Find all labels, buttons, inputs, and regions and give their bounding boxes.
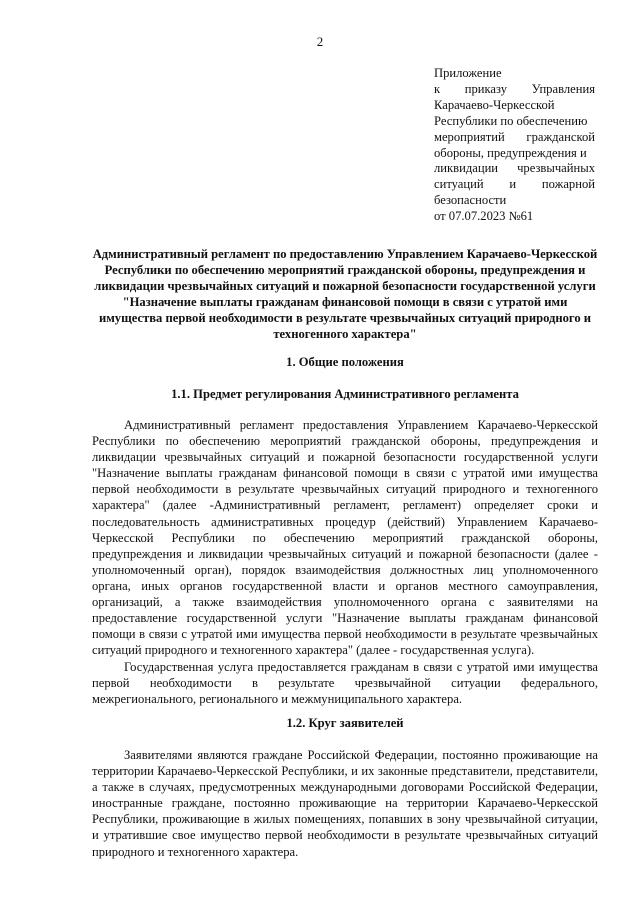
- appendix-line: Приложение: [434, 66, 502, 80]
- appendix-line: ликвидации чрезвычайных: [434, 161, 595, 176]
- appendix-line: Республики по обеспечению: [434, 113, 588, 128]
- appendix-line: к приказу Управления: [434, 81, 595, 96]
- appendix-line: от 07.07.2023 №61: [434, 209, 534, 224]
- appendix-line: обороны, предупреждения и: [434, 145, 587, 160]
- page-number: 2: [316, 34, 324, 49]
- section-heading-subject: 1.1. Предмет регулирования Административного регламента: [171, 387, 519, 401]
- paragraph: Государственная услуга предоставляется гражданам в связи с утратой ими имущества первой необходимости в результате чрезвычайной ситуации федерального, межрегионального, регионального и межмуниципального характера.: [92, 660, 598, 707]
- appendix-line: мероприятий гражданской: [434, 129, 595, 144]
- appendix-line: ситуаций и пожарной: [434, 177, 595, 192]
- paragraph: Административный регламент предоставления Управлением Карачаево-Черкесской Республики по обеспечению мероприятий гражданской обороны, предупреждения и ликвидации чрезвычайных ситуаций и пожарной безопасности государственной услуги "Назначение выплаты гражданам финансовой помощи в связи с утратой ими имущества первой необходимости в результате чрезвычайных ситуаций природного и техногенного характера" (далее -Административный регламент, регламент) определяет сроки и последовательность административных процедур (действий) Управлением Карачаево-Черкесской Республики по обеспечению мероприятий гражданской обороны, предупреждения и ликвидации чрезвычайных ситуаций и пожарной безопасности (далее - уполномоченный орган), порядок взаимодействия должностных лиц уполномоченного органа, иных органов государственной власти и органов местного самоуправления, организаций, а также взаимодействия уполномоченного органа с заявителями на предоставление государственной услуги "Назначение выплаты гражданам финансовой помощи в связи с утратой ими имущества первой необходимости в результате чрезвычайных ситуаций природного и техногенного характера" (далее - государственная услуга).: [92, 418, 598, 658]
- appendix-line: безопасности: [434, 193, 507, 208]
- appendix-block: [434, 66, 595, 225]
- document-title: Административный регламент по предоставлению Управлением Карачаево-Черкесской Республики по обеспечению мероприятий гражданской обороны, предупреждения и ликвидации чрезвычайных ситуаций и пожарной безопасности государственной услуги "Назначение выплаты гражданам финансовой помощи в связи с утратой ими имущества первой необходимости в результате чрезвычайных ситуаций природного и техногенного характера": [92, 247, 598, 341]
- paragraph: Заявителями являются граждане Российской Федерации, постоянно проживающие на территории Карачаево-Черкесской Республики, и их законные представители, представители, а также в случаях, предусмотренных международными договорами Российской Федерации, иностранные граждане, постоянно проживающие на территории Карачаево-Черкесской Республики, проживающие в жилых помещениях, попавших в зону чрезвычайной ситуации, и утратившие свое имущество первой необходимости в результате чрезвычайных ситуаций природного и техногенного характера.: [92, 748, 598, 859]
- appendix-line: Карачаево-Черкесской: [434, 97, 555, 112]
- section-heading-applicants: 1.2. Круг заявителей: [286, 716, 404, 730]
- section-heading-general: 1. Общие положения: [286, 355, 404, 369]
